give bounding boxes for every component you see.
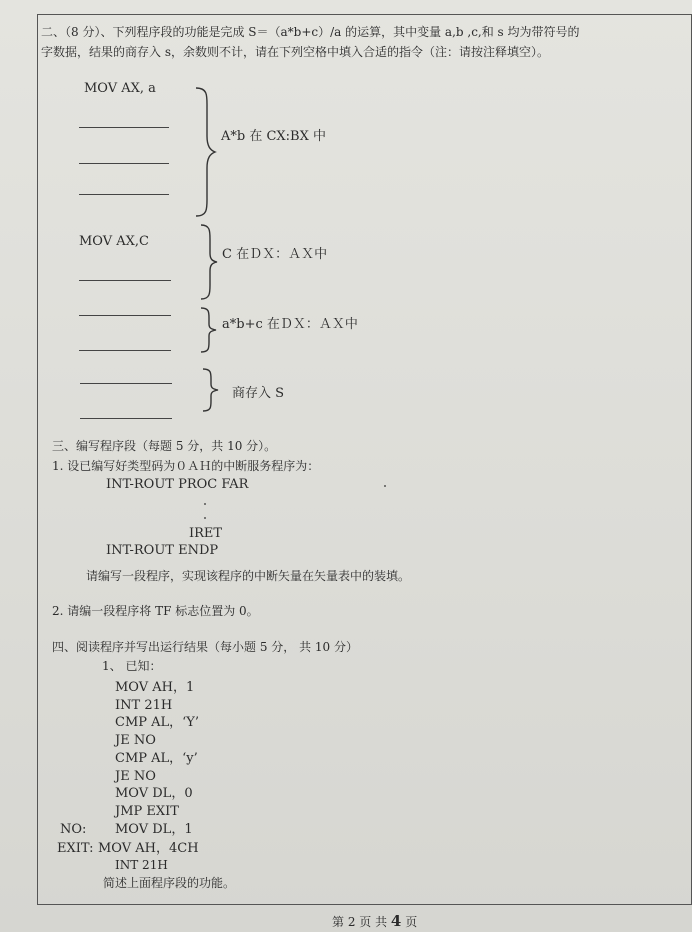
code-line: MOV AH，1 bbox=[115, 680, 195, 695]
answer-blank-2[interactable] bbox=[79, 163, 169, 164]
ellipsis-dot bbox=[384, 485, 386, 487]
code-int-rout-proc: INT-ROUT PROC FAR bbox=[106, 477, 249, 492]
answer-blank-1[interactable] bbox=[79, 127, 169, 128]
brace-2 bbox=[199, 223, 219, 301]
answer-blank-3[interactable] bbox=[79, 194, 169, 195]
answer-blank-7[interactable] bbox=[80, 383, 172, 384]
label-no: NO: bbox=[60, 822, 87, 837]
code-line-exit: MOV AH，4CH bbox=[98, 841, 199, 856]
answer-blank-5[interactable] bbox=[79, 315, 171, 316]
code-line: CMP AL，‘Y’ bbox=[115, 715, 200, 730]
section4-title: 四、阅读程序并写出运行结果（每小题 5 分， 共 10 分） bbox=[52, 640, 358, 654]
section3-question1: 1. 设已编写好类型码为０ＡＨ的中断服务程序为： bbox=[52, 459, 320, 473]
note-axb-in-cxbx: A*b 在 CX:BX 中 bbox=[221, 129, 326, 144]
code-line: JMP EXIT bbox=[115, 804, 179, 819]
section3-question2: 2. 请编一段程序将 TF 标志位置为 0。 bbox=[52, 604, 259, 618]
section3-title: 三、编写程序段（每题 5 分，共 10 分）。 bbox=[52, 439, 277, 453]
code-line-int: INT 21H bbox=[115, 858, 168, 872]
label-exit: EXIT: bbox=[57, 841, 94, 856]
code-line: CMP AL，‘y’ bbox=[115, 751, 198, 766]
answer-blank-8[interactable] bbox=[80, 418, 172, 419]
code-mov-ax-a: MOV AX, a bbox=[84, 81, 156, 96]
code-iret: IRET bbox=[189, 526, 223, 541]
brace-1 bbox=[194, 86, 218, 218]
answer-blank-4[interactable] bbox=[79, 280, 171, 281]
code-line: JE NO bbox=[115, 733, 156, 748]
section4-question1: 1、 已知： bbox=[102, 659, 162, 673]
note-c-in-dxax: C 在ＤＸ：ＡＸ中 bbox=[222, 247, 328, 262]
code-line: JE NO bbox=[115, 769, 156, 784]
ellipsis-dot bbox=[204, 517, 206, 519]
section2-line1: 二、（8 分）、下列程序段的功能是完成 S＝（a*b+c）/a 的运算，其中变量 a,b ,c,和 s 均为带符号的 bbox=[41, 25, 580, 39]
ellipsis-dot bbox=[204, 503, 206, 505]
code-line: INT 21H bbox=[115, 698, 173, 713]
section3-question1-task: 请编写一段程序，实现该程序的中断矢量在矢量表中的装填。 bbox=[86, 569, 411, 583]
note-axbc-in-dxax: a*b+c 在ＤＸ：ＡＸ中 bbox=[222, 317, 358, 332]
page-total: 4 bbox=[390, 912, 402, 930]
answer-blank-6[interactable] bbox=[79, 350, 171, 351]
code-mov-ax-c: MOV AX,C bbox=[79, 234, 149, 249]
code-int-rout-endp: INT-ROUT ENDP bbox=[106, 543, 219, 558]
brace-4 bbox=[201, 367, 221, 413]
code-line-no: MOV DL，1 bbox=[115, 822, 193, 837]
section4-question1-task: 简述上面程序段的功能。 bbox=[103, 876, 236, 890]
code-line: MOV DL，0 bbox=[115, 786, 193, 801]
page-label: 第 2 页 共 bbox=[332, 915, 388, 929]
brace-3 bbox=[199, 306, 219, 354]
page-suffix: 页 bbox=[405, 915, 418, 929]
note-quotient-to-s: 商存入 S bbox=[232, 386, 285, 401]
page-footer bbox=[332, 914, 417, 929]
section2-line2: 字数据，结果的商存入 s，余数则不计，请在下列空格中填入合适的指令（注：请按注释填空）。 bbox=[41, 45, 549, 59]
